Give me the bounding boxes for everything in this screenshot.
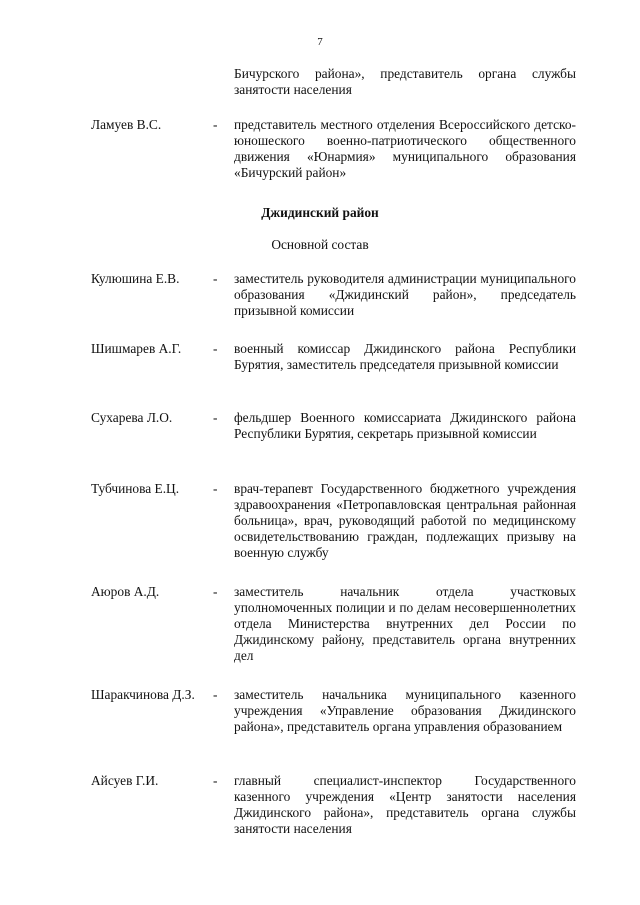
member-description: военный комиссар Джидинского района Республики Бурятия, заместитель председателя призывной комиссии: [234, 341, 576, 372]
dash-separator: -: [213, 410, 218, 425]
subsection-title: Основной состав: [271, 237, 369, 252]
member-description: главный специалист-инспектор Государственного казенного учреждения «Центр занятости населения Джидинского района», представитель органа службы занятости населения: [234, 773, 576, 836]
member-description: фельдшер Военного комиссариата Джидинского района Республики Бурятия, секретарь призывной комиссии: [234, 410, 576, 441]
dash-separator: -: [213, 341, 218, 356]
dash-separator: -: [213, 271, 218, 286]
member-name: Шишмарев А.Г.: [91, 341, 182, 356]
dash-separator: -: [213, 117, 218, 132]
member-description: заместитель руководителя администрации муниципального образования «Джидинский район», председатель призывной комиссии: [234, 271, 576, 318]
member-name: Шаракчинова Д.З.: [91, 687, 195, 702]
member-description: заместитель начальник отдела участковых уполномоченных полиции и по делам несовершеннолетних отдела Министерства внутренних дел России по Джидинскому району, представитель органа внутренних дел: [234, 584, 576, 663]
member-name: Айсуев Г.И.: [91, 773, 159, 788]
member-description: представитель местного отделения Всероссийского детско-юношеского военно-патриотического общественного движения «Юнармия» муниципального образования «Бичурский район»: [234, 117, 576, 180]
dash-separator: -: [213, 687, 218, 702]
member-name: Ламуев В.С.: [91, 117, 162, 132]
dash-separator: -: [213, 773, 218, 788]
member-name: Кулюшина Е.В.: [91, 271, 180, 286]
member-description: врач-терапевт Государственного бюджетного учреждения здравоохранения «Петропавловская центральная районная больница», врач, руководящий работой по медицинскому освидетельствованию граждан, подлежащих призыву на военную службу: [234, 481, 576, 560]
page-number: 7: [317, 36, 323, 48]
member-name: Сухарева Л.О.: [91, 410, 173, 425]
section-title: Джидинский район: [261, 205, 379, 220]
member-name: Аюров А.Д.: [91, 584, 160, 599]
dash-separator: -: [213, 481, 218, 496]
member-name: Тубчинова Е.Ц.: [91, 481, 180, 496]
continuation-text: Бичурского района», представитель органа службы занятости населения: [234, 66, 576, 97]
member-description: заместитель начальника муниципального казенного учреждения «Управление образования Джидинского района», представитель органа управления образованием: [234, 687, 576, 734]
dash-separator: -: [213, 584, 218, 599]
